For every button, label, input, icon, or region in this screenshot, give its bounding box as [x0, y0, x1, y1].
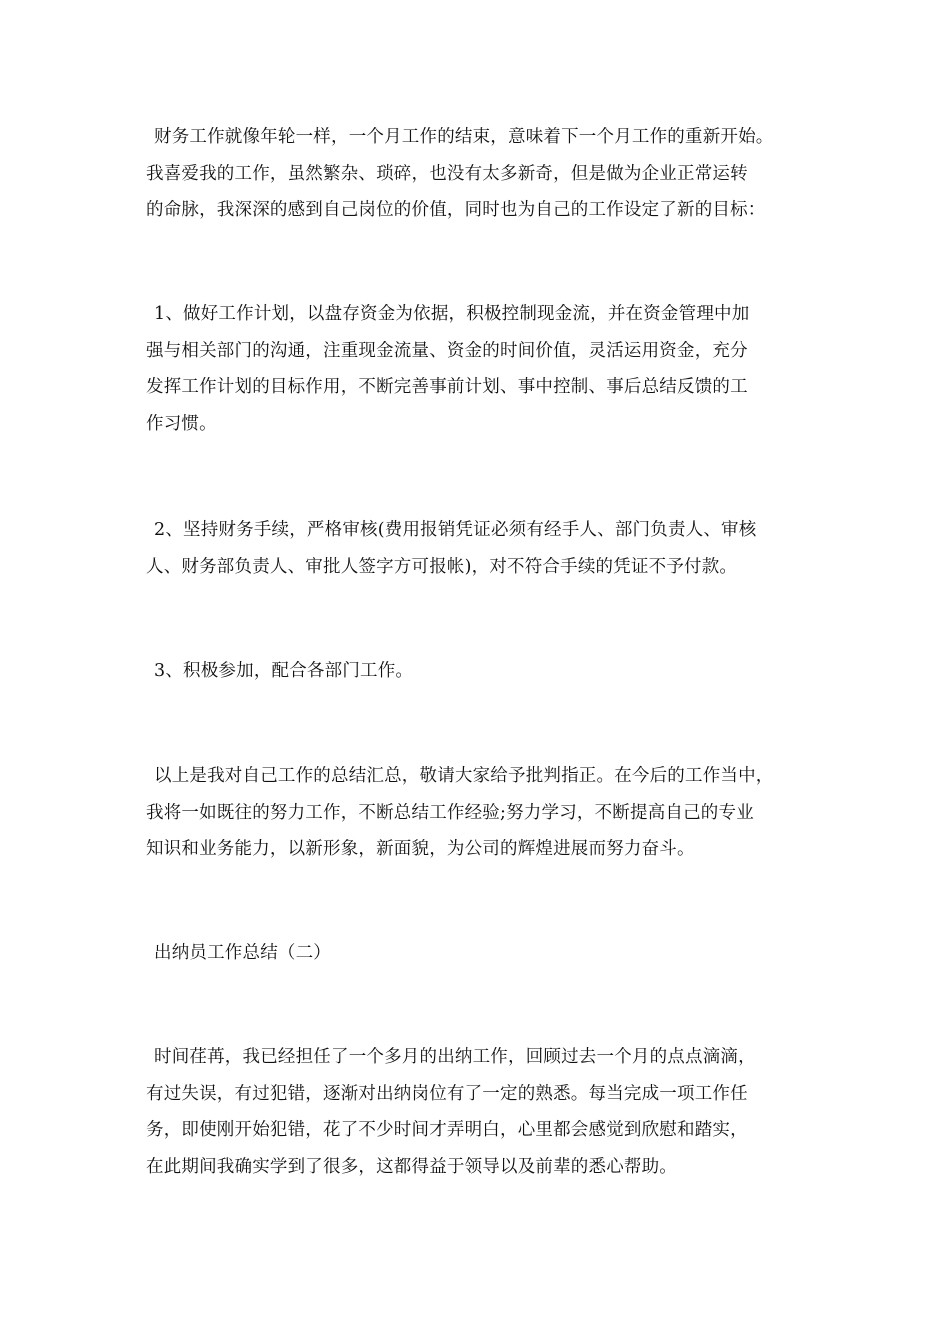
- paragraph-item-2: [146, 512, 826, 585]
- section-heading: [146, 935, 826, 972]
- paragraph-line: 有过失误，有过犯错，逐渐对出纳岗位有了一定的熟悉。每当完成一项工作任: [146, 1083, 748, 1104]
- paragraph-line: 3、积极参加，配合各部门工作。: [154, 661, 414, 681]
- paragraph-item-1: [146, 296, 826, 442]
- paragraph-line: 作习惯。: [146, 413, 217, 434]
- paragraph-line: 的命脉，我深深的感到自己岗位的价值，同时也为自己的工作设定了新的目标：: [146, 200, 766, 220]
- paragraph-section-two: [146, 1039, 826, 1185]
- paragraph-line: 知识和业务能力，以新形象，新面貌，为公司的辉煌进展而努力奋斗。: [146, 839, 695, 859]
- paragraph-line: 务，即使刚开始犯错，花了不少时间才弄明白，心里都会感觉到欣慰和踏实，: [146, 1120, 748, 1140]
- paragraph-item-3: [146, 653, 826, 690]
- paragraph-line: 2、坚持财务手续，严格审核(费用报销凭证必须有经手人、部门负责人、审核: [154, 520, 757, 540]
- paragraph-line: 我将一如既往的努力工作，不断总结工作经验;努力学习，不断提高自己的专业: [146, 802, 754, 823]
- paragraph-line: 在此期间我确实学到了很多，这都得益于领导以及前辈的悉心帮助。: [146, 1156, 677, 1177]
- paragraph-conclusion: [146, 758, 826, 868]
- paragraph-line: 人、财务部负责人、审批人签字方可报帐)，对不符合手续的凭证不予付款。: [146, 556, 738, 577]
- paragraph-intro: [146, 119, 826, 229]
- paragraph-line: 财务工作就像年轮一样，一个月工作的结束，意味着下一个月工作的重新开始。: [154, 127, 774, 147]
- section-title: 出纳员工作总结（二）: [154, 943, 331, 963]
- paragraph-line: 强与相关部门的沟通，注重现金流量、资金的时间价值，灵活运用资金，充分: [146, 340, 748, 361]
- paragraph-line: 以上是我对自己工作的总结汇总，敬请大家给予批判指正。在今后的工作当中，: [154, 766, 774, 786]
- paragraph-line: 我喜爱我的工作，虽然繁杂、琐碎，也没有太多新奇，但是做为企业正常运转: [146, 163, 748, 184]
- paragraph-line: 1、做好工作计划，以盘存资金为依据，积极控制现金流，并在资金管理中加: [154, 304, 750, 324]
- paragraph-line: 时间荏苒，我已经担任了一个多月的出纳工作，回顾过去一个月的点点滴滴，: [154, 1047, 756, 1067]
- paragraph-line: 发挥工作计划的目标作用，不断完善事前计划、事中控制、事后总结反馈的工: [146, 377, 748, 397]
